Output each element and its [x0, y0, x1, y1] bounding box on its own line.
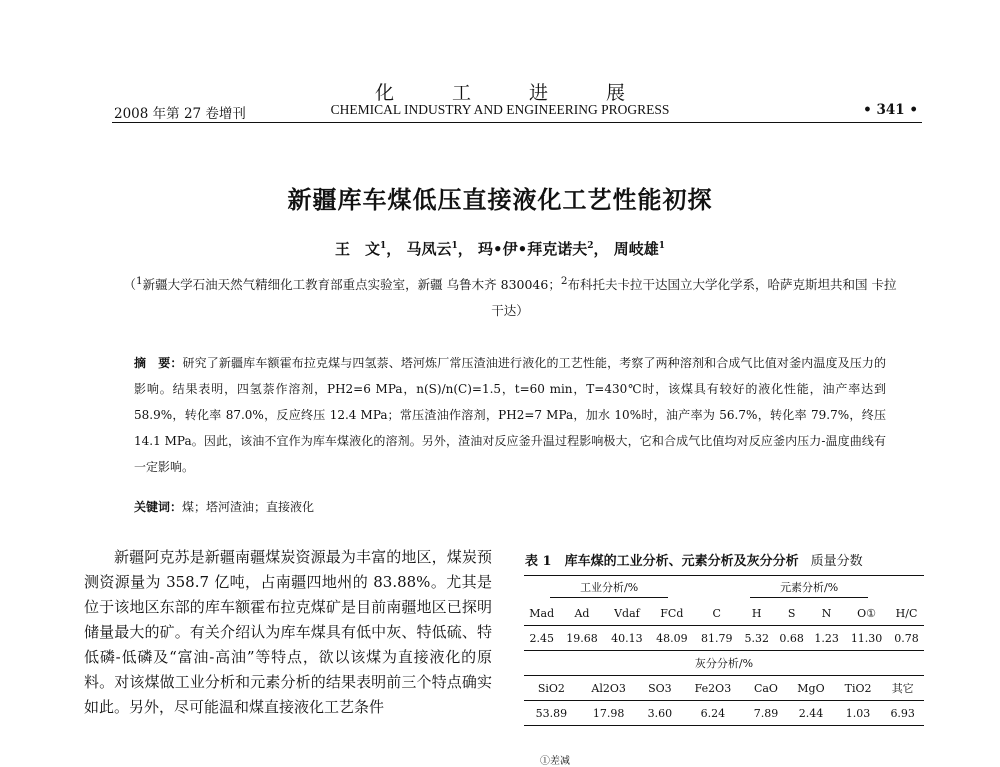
group-header: 元素分析/% [750, 579, 868, 598]
col-header: N [821, 606, 832, 620]
table-header-row [524, 601, 924, 626]
table-title: 表 1 库车煤的工业分析、元素分析及灰分分析 [525, 554, 799, 569]
table-header-row [524, 676, 924, 701]
header-rule [112, 122, 922, 123]
cell: 19.68 [566, 631, 598, 645]
cell: 81.79 [701, 631, 733, 645]
col-header: SO3 [648, 681, 672, 695]
author-sup: 1 [658, 241, 665, 251]
cell: 1.03 [845, 706, 871, 720]
abstract-text: 研究了新疆库车额霍布拉克煤与四氢萘、塔河炼厂常压渣油进行液化的工艺性能，考察了两种溶剂和合成气比值对釜内温度及压力的影响。结果表明，四氢萘作溶剂，PH2=6 MPa，n(S)/n(C)=1.5，t=60 min，T=430℃时，该煤具有较好的液化性能，油产率达到 58.9%，转化率 87.0%，反应终压 12.4 MPa；常压渣油作溶剂，PH2=7 MPa，加水 10%时，油产率为 56.7%，转化率 79.7%，终压 14.1 MPa。因此，该油不宜作为库车煤液化的溶剂。另外，渣油对反应釜升温过程影响极大，它和合成气比值均对反应釜内压力-温度曲线有一定影响。 [134, 356, 886, 474]
col-header: Mad [529, 606, 555, 620]
table-caption [525, 550, 925, 569]
cell: 48.09 [656, 631, 688, 645]
author-name: 王 文 [335, 240, 381, 258]
cell: 40.13 [611, 631, 643, 645]
affiliation: （$^1$新疆大学石油天然气精细化工教育部重点实验室，新疆 乌鲁木齐 830046；$^2$布科托夫卡拉干达国立大学化学系，哈萨克斯坦共和国 卡拉干达） [123, 275, 897, 319]
body-paragraph: 新疆阿克苏是新疆南疆煤炭资源最为丰富的地区，煤炭预测资源量为 358.7 亿吨，占南疆四地州的 83.88%。尤其是位于该地区东部的库车额霍布拉克煤矿是目前南疆地区已探明储量最大的矿。有关介绍认为库车煤具有低中灰、特低硫、特低磷-低磷及“富油-高油”等特点，欲以该煤为直接液化的原料。对该煤做工业分析和元素分析的结果表明前三个特点确实如此。另外，尽可能温和煤直接液化工艺条件 [84, 548, 492, 716]
cell: 2.45 [529, 631, 554, 645]
cell: 6.93 [890, 706, 915, 720]
affil-sup: 1 [136, 275, 143, 287]
author-sup: 1 [380, 241, 387, 251]
cell: 7.89 [753, 706, 779, 720]
author-name: 马凤云 [406, 240, 452, 258]
table-note: ①差减 [540, 756, 570, 767]
col-header: S [787, 606, 796, 620]
abstract [134, 350, 886, 480]
col-header: TiO2 [844, 681, 872, 695]
author-name: 玛•伊•拜克诺夫 [478, 240, 588, 258]
abstract-label: 摘 要： [134, 356, 183, 370]
author-name: 周岐雄 [613, 240, 659, 258]
cell: 6.24 [700, 706, 726, 720]
affiliation-2: 布科托夫卡拉干达国立大学化学系，哈萨克斯坦共和国 卡拉干达 [491, 277, 897, 319]
analysis-table [524, 575, 924, 726]
col-header: FCd [660, 606, 684, 620]
keywords-label: 关键词： [134, 500, 183, 514]
col-header: H/C [895, 606, 918, 620]
cell: 5.32 [744, 631, 769, 645]
cell: 17.98 [592, 706, 625, 720]
col-header: 其它 [891, 682, 914, 695]
cell: 1.23 [814, 631, 839, 645]
col-header: H [751, 606, 762, 620]
page-number: • 341 • [863, 102, 918, 118]
author-list: 王 文$^1$， 马凤云$^1$， 玛•伊•拜克诺夫$^2$， 周岐雄$^1$ [335, 240, 665, 258]
journal-name-cn: 化 工 进 展 [374, 82, 652, 104]
col-header: CaO [753, 681, 778, 695]
col-header: SiO2 [537, 681, 565, 695]
keywords-text: 煤；塔河渣油；直接液化 [182, 500, 315, 514]
col-header: Vdaf [614, 606, 640, 620]
author-sup: 1 [451, 241, 458, 251]
cell: 11.30 [850, 631, 883, 645]
cell: 0.68 [779, 631, 804, 645]
table-row [524, 626, 924, 651]
table-unit: 质量分数 [810, 554, 863, 569]
cell: 0.78 [894, 631, 919, 645]
author-sup: 2 [587, 241, 594, 251]
col-header: C [712, 606, 721, 620]
paper-title: 新疆库车煤低压直接液化工艺性能初探 [287, 186, 713, 214]
cell: 3.60 [647, 706, 673, 720]
col-header: Al2O3 [591, 681, 626, 695]
issue-info: 2008 年第 27 卷增刊 [114, 106, 246, 122]
col-header: Ad [574, 606, 590, 620]
col-header: MgO [797, 681, 825, 695]
group-header: 灰分分析/% [694, 657, 754, 670]
cell: 53.89 [535, 706, 568, 720]
col-header: O① [857, 606, 876, 620]
affiliation-1: 新疆大学石油天然气精细化工教育部重点实验室，新疆 乌鲁木齐 830046； [142, 277, 561, 293]
affil-sup: 2 [560, 275, 568, 287]
group-header: 工业分析/% [550, 579, 668, 598]
journal-name-en: CHEMICAL INDUSTRY AND ENGINEERING PROGRESS [330, 102, 670, 117]
cell: 2.44 [798, 706, 824, 720]
col-header: Fe2O3 [694, 681, 732, 695]
table-row [524, 701, 924, 726]
keywords [134, 494, 886, 520]
